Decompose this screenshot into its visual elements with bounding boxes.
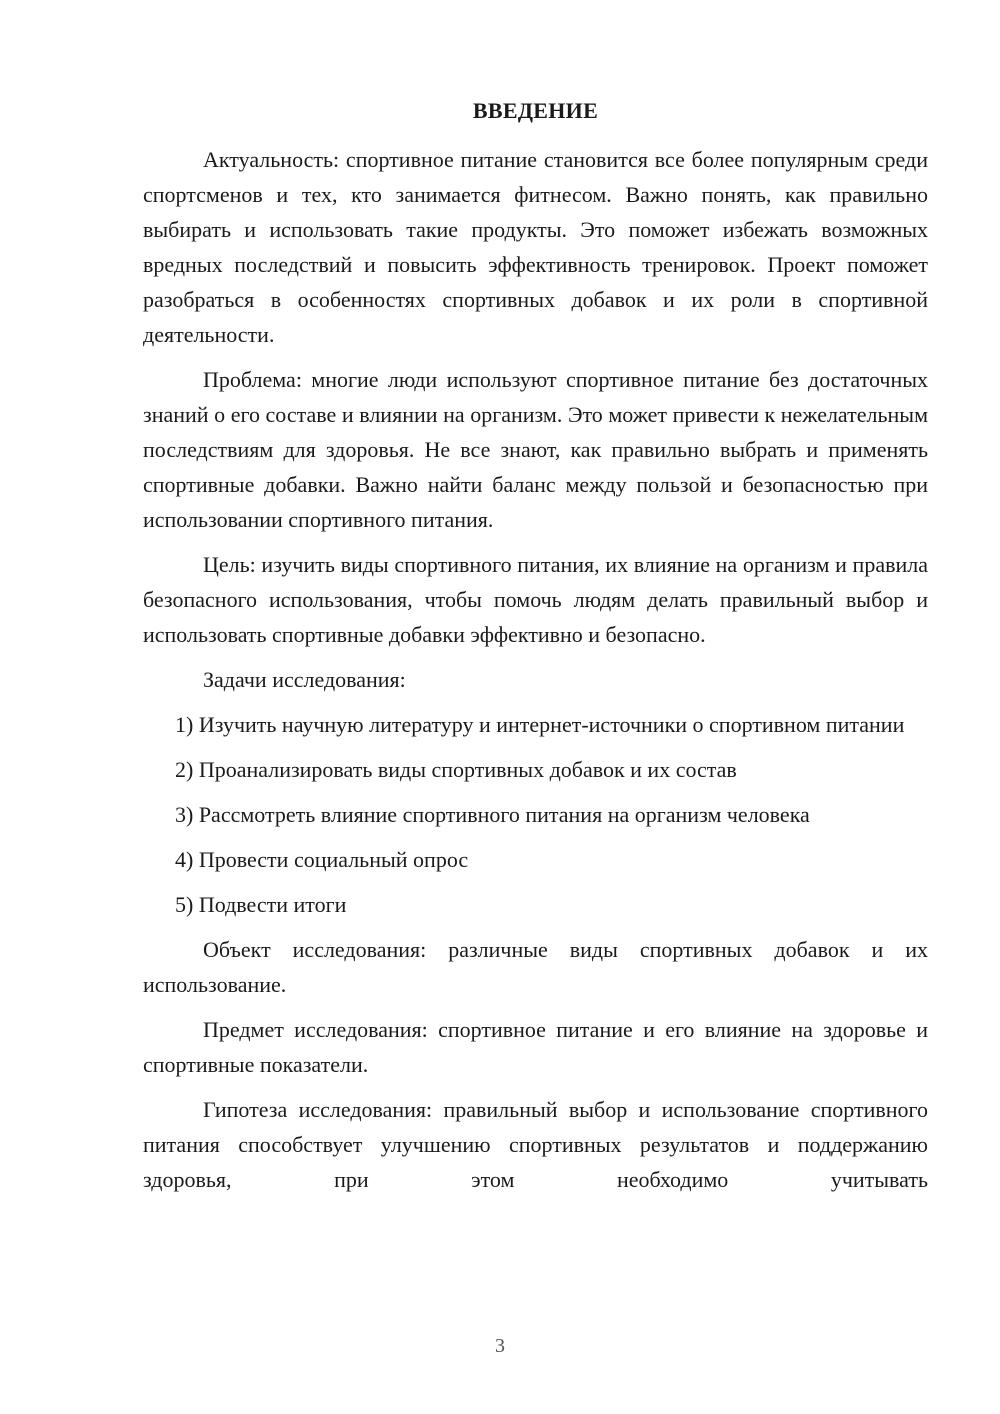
page-number: 3	[495, 1335, 505, 1357]
paragraph-subject: Предмет исследования: спортивное питание и его влияние на здоровье и спортивные показатели.	[143, 1017, 928, 1077]
document-body	[143, 142, 928, 1207]
paragraph-object: Объект исследования: различные виды спортивных добавок и их использование.	[143, 937, 928, 997]
task-item-5: 5) Подвести итоги	[175, 892, 347, 917]
task-item-1: 1) Изучить научную литературу и интернет-источники о спортивном питании	[175, 712, 905, 737]
paragraph-problem: Проблема: многие люди используют спортивное питание без достаточных знаний о его составе и влиянии на организм. Это может привести к нежелательным последствиям для здоровья. Не все знают, как правильно выбрать и применять спортивные добавки. Важно найти баланс между пользой и безопасностью при использовании спортивного питания.	[143, 367, 928, 532]
paragraph-hypothesis: Гипотеза исследования: правильный выбор и использование спортивного питания способствует улучшению спортивных результатов и поддержанию здоровья, при этом необходимо учитывать	[143, 1097, 928, 1192]
task-item-3: 3) Рассмотреть влияние спортивного питания на организм человека	[175, 802, 810, 827]
paragraph-goal: Цель: изучить виды спортивного питания, их влияние на организм и правила безопасного использования, чтобы помочь людям делать правильный выбор и использовать спортивные добавки эффективно и безопасно.	[143, 552, 928, 647]
task-item-4: 4) Провести социальный опрос	[175, 847, 469, 872]
paragraph-relevance: Актуальность: спортивное питание становится все более популярным среди спортсменов и тех, кто занимается фитнесом. Важно понять, как правильно выбирать и использовать такие продукты. Это поможет избежать возможных вредных последствий и повысить эффективность тренировок. Проект поможет разобраться в особенностях спортивных добавок и их роли в спортивной деятельности.	[143, 147, 928, 347]
section-title: ВВЕДЕНИЕ	[472, 98, 599, 123]
task-item-2: 2) Проанализировать виды спортивных добавок и их состав	[175, 757, 737, 782]
paragraph-tasks-heading: Задачи исследования:	[203, 667, 406, 692]
